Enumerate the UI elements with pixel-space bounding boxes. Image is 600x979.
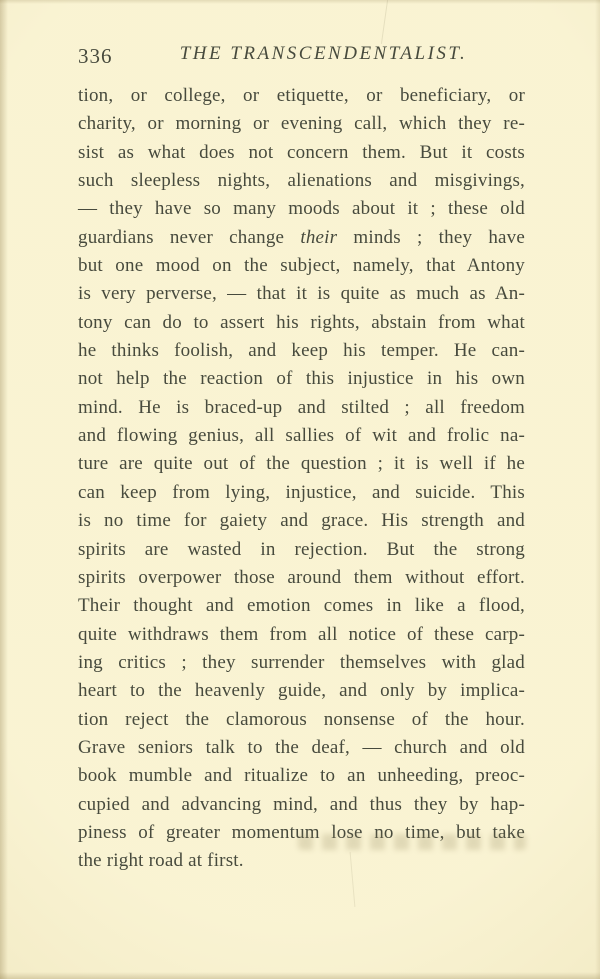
line-text: Their thought and emotion comes in like a flood, (78, 595, 525, 617)
text-line (78, 536, 525, 564)
paper-crease-top (381, 0, 388, 44)
line-text: is no time for gaiety and grace. His strength and (78, 510, 525, 532)
line-text: tony can do to assert his rights, abstain from what (78, 311, 525, 333)
ink-showthrough (298, 834, 526, 850)
text-line (78, 139, 525, 167)
line-text: charity, or morning or evening call, which they re- (78, 113, 525, 135)
line-text: spirits are wasted in rejection. But the strong (78, 538, 525, 560)
text-line (78, 507, 525, 535)
text-line (78, 337, 525, 365)
text-line (78, 309, 525, 337)
line-text: heart to the heavenly guide, and only by implica- (78, 680, 525, 702)
emphasized-word: their (300, 226, 338, 248)
text-line (78, 564, 525, 592)
text-line (78, 847, 525, 875)
line-text: spirits overpower those around them without effort. (78, 566, 525, 588)
line-text: such sleepless nights, alienations and misgivings, (78, 170, 525, 192)
line-text: can keep from lying, injustice, and suicide. This (78, 481, 525, 503)
line-text: not help the reaction of this injustice in his own (78, 368, 525, 390)
text-line (78, 762, 525, 790)
text-line (78, 677, 525, 705)
line-text: tion, or college, or etiquette, or beneficiary, or (78, 85, 525, 106)
line-text: piness of greater momentum lose no time, but take (78, 821, 525, 843)
line-text: he thinks foolish, and keep his temper. He can- (78, 340, 525, 362)
text-line (78, 734, 525, 762)
line-text: ture are quite out of the question ; it is well if he (78, 453, 525, 475)
page-header (78, 43, 525, 69)
text-line (78, 195, 525, 223)
page-number: 336 (78, 44, 113, 68)
text-line (78, 479, 525, 507)
text-line (78, 422, 525, 450)
line-text: quite withdraws them from all notice of these carp- (78, 623, 525, 645)
line-text: — they have so many moods about it ; these old (78, 198, 525, 220)
line-text: ing critics ; they surrender themselves with glad (78, 651, 525, 673)
text-line (78, 706, 525, 734)
text-line (78, 450, 525, 478)
text-line (78, 167, 525, 195)
text-line (78, 791, 525, 819)
text-line (78, 621, 525, 649)
line-text: mind. He is braced-up and stilted ; all freedom (78, 396, 525, 418)
text-line (78, 394, 525, 422)
text-line (78, 82, 525, 110)
line-text: and flowing genius, all sallies of wit and frolic na- (78, 425, 525, 447)
line-text: guardians never change (78, 226, 301, 248)
line-text: tion reject the clamorous nonsense of the hour. (78, 708, 525, 730)
text-line (78, 252, 525, 280)
line-text: Grave seniors talk to the deaf, — church and old (78, 736, 525, 758)
text-line (78, 280, 525, 308)
text-line (78, 649, 525, 677)
line-text: cupied and advancing mind, and thus they by hap- (78, 793, 525, 815)
text-line (78, 110, 525, 138)
running-title: THE TRANSCENDENTALIST. (179, 43, 468, 64)
text-line (78, 592, 525, 620)
body-text (78, 82, 525, 876)
line-text: minds ; they have (337, 226, 525, 248)
line-text: sist as what does not concern them. But it costs (78, 141, 525, 163)
text-line (78, 365, 525, 393)
line-text: but one mood on the subject, namely, that Antony (78, 255, 525, 277)
line-text: book mumble and ritualize to an unheeding, preoc- (78, 765, 525, 787)
line-text: the right road at first. (78, 850, 244, 872)
line-text: is very perverse, — that it is quite as much as An- (78, 283, 525, 305)
text-line (78, 224, 525, 252)
